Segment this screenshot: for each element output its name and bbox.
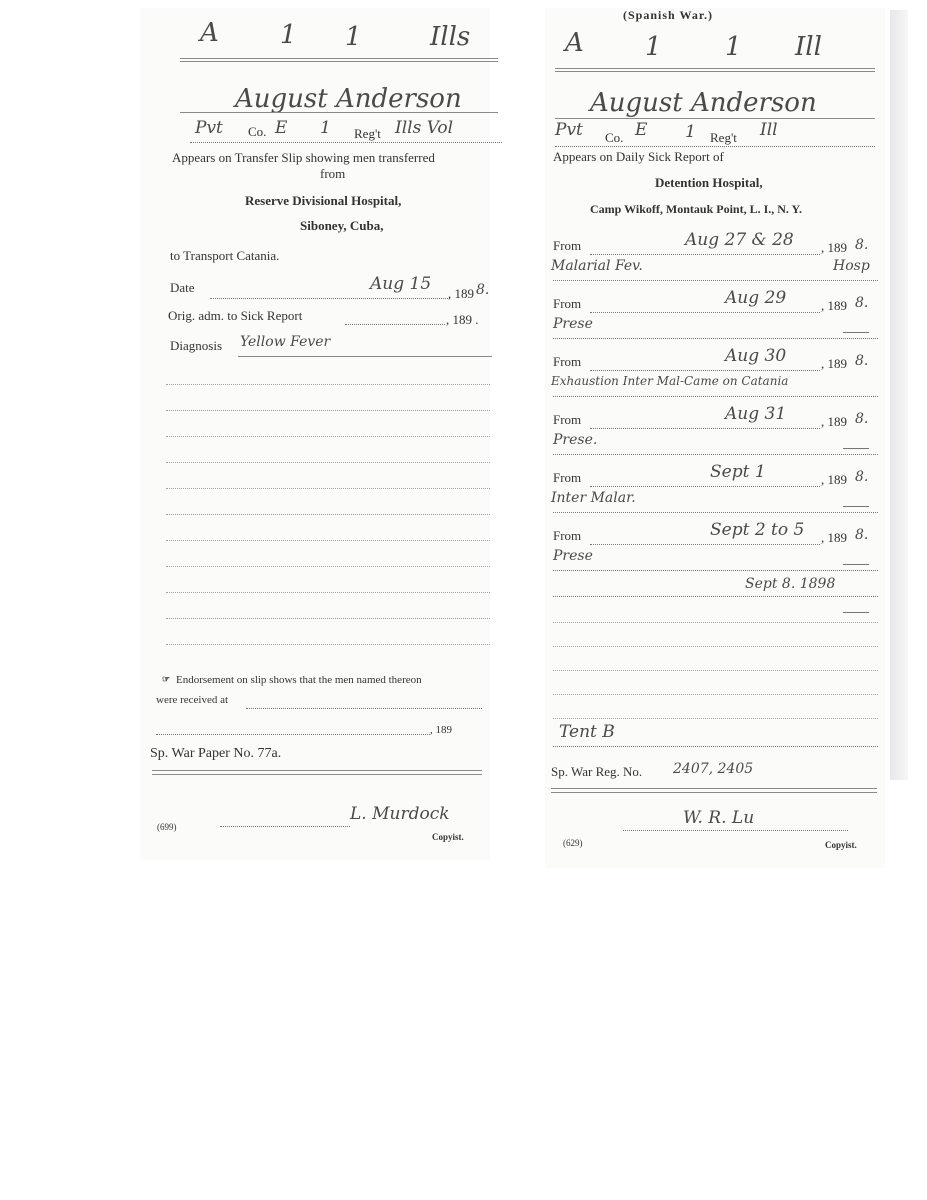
header-rule-2	[180, 61, 498, 62]
tent-hand: Tent B	[559, 722, 615, 742]
endorsement-line-1	[246, 708, 482, 709]
blank-line-3	[553, 670, 878, 671]
unit-letter-hand: A	[565, 28, 584, 58]
paper-number: Sp. War Paper No. 77a.	[150, 746, 282, 761]
blank-line-2	[166, 410, 490, 411]
regt-label: Reg't	[354, 126, 381, 141]
entry-note-hand: Prese.	[553, 432, 598, 448]
entry-year-print: , 189	[821, 472, 847, 487]
copyist-label: Copyist.	[432, 832, 464, 842]
entry-year-print: , 189	[821, 356, 847, 371]
note-line	[553, 280, 878, 281]
blank-line-2	[553, 646, 878, 647]
rank-line	[190, 142, 502, 143]
regt-label: Reg't	[710, 130, 737, 145]
entry-note-hand: Malarial Fev.	[551, 258, 643, 274]
co-label: Co.	[248, 124, 267, 139]
dash-mark	[843, 448, 869, 449]
from-line	[590, 254, 820, 255]
blank-line-9	[166, 592, 490, 593]
endorsement-year: , 189	[430, 724, 452, 736]
page-edge-shadow	[890, 10, 908, 780]
endorsement-text: Endorsement on slip shows that the men named thereon	[176, 674, 422, 686]
note-line	[553, 570, 878, 571]
war-label: (Spanish War.)	[623, 8, 714, 22]
entry-note-hand: Inter Malar.	[551, 490, 636, 506]
rank-hand: Pvt	[195, 118, 223, 138]
regt-hand: Ills Vol	[395, 118, 454, 138]
dash-mark	[843, 332, 869, 333]
daily-sick-report-card	[545, 8, 885, 868]
from-label: From	[553, 354, 582, 369]
blank-line-1	[553, 622, 878, 623]
appears-from: from	[320, 166, 346, 181]
note-line	[553, 454, 878, 455]
blank-line-5	[166, 488, 490, 489]
to-transport: to Transport Catania.	[170, 248, 280, 263]
header-rule	[555, 68, 875, 69]
entry-note-hand: Exhaustion Inter Mal-Came on Catania	[551, 374, 789, 388]
entry-date-hand: Aug 30	[725, 346, 787, 366]
rank-line	[555, 146, 875, 147]
diagnosis-hand: Yellow Fever	[240, 334, 331, 350]
unit-num2-hand: 1	[345, 22, 362, 52]
entry-year-hand: 8.	[855, 295, 869, 311]
orig-adm-line	[345, 324, 445, 325]
entry-year-hand: 8.	[855, 353, 869, 369]
hospital-place: Siboney, Cuba,	[300, 218, 384, 233]
copyist-line	[220, 826, 350, 827]
footer-rule-1	[551, 788, 877, 789]
footer-rule-2	[152, 774, 482, 775]
blank-line-6	[166, 514, 490, 515]
entry-date-hand: Sept 1	[710, 462, 766, 482]
blank-line-10	[166, 618, 490, 619]
blank-line-11	[166, 644, 490, 645]
unit-letter-hand: A	[200, 18, 219, 48]
unit-state-hand: Ills	[430, 22, 471, 52]
from-line	[590, 544, 820, 545]
from-label: From	[553, 470, 582, 485]
note-line	[553, 512, 878, 513]
from-line	[590, 370, 820, 371]
from-line	[590, 486, 820, 487]
date-label: Date	[170, 280, 195, 295]
copyist-line	[623, 830, 848, 831]
rank-hand: Pvt	[555, 120, 583, 140]
co-hand: E	[635, 120, 648, 140]
endorsement-received: were received at	[156, 694, 229, 706]
note-line	[553, 396, 878, 397]
appears-text: Appears on Daily Sick Report of	[553, 149, 724, 164]
last-date-line	[553, 596, 878, 597]
appears-text: Appears on Transfer Slip showing men transferred	[172, 150, 435, 165]
reg-no-hand: 2407, 2405	[673, 761, 754, 777]
blank-line-5	[553, 718, 878, 719]
entry-year-print: , 189	[821, 414, 847, 429]
regt-hand: Ill	[760, 120, 778, 140]
header-rule	[180, 58, 498, 59]
orig-adm-label: Orig. adm. to Sick Report	[168, 308, 303, 323]
reg-no-label: Sp. War Reg. No.	[551, 764, 643, 779]
soldier-name-hand: August Anderson	[235, 84, 462, 114]
from-label: From	[553, 528, 582, 543]
copyist-signature-hand: L. Murdock	[350, 804, 450, 824]
pointing-hand-icon: ☞	[162, 674, 171, 684]
unit-num2-hand: 1	[725, 32, 742, 62]
unit-state-hand: Ill	[795, 32, 822, 62]
dash-mark	[843, 506, 869, 507]
blank-line-7	[166, 540, 490, 541]
entry-note-hand: Prese	[553, 548, 593, 564]
diagnosis-label: Diagnosis	[170, 338, 222, 353]
diagnosis-line	[238, 356, 492, 357]
blank-line-4	[166, 462, 490, 463]
form-number: (629)	[563, 838, 583, 848]
from-line	[590, 428, 820, 429]
note-line	[553, 338, 878, 339]
copyist-label: Copyist.	[825, 840, 857, 850]
last-date-hand: Sept 8. 1898	[745, 576, 836, 592]
from-label: From	[553, 238, 582, 253]
form-number: (699)	[157, 822, 177, 832]
date-year-print: , 189	[448, 286, 474, 301]
date-year-hand: 8.	[476, 282, 490, 298]
date-hand: Aug 15	[370, 274, 432, 294]
from-label: From	[553, 296, 582, 311]
entry-year-hand: 8.	[855, 237, 869, 253]
entry-year-hand: 8.	[855, 469, 869, 485]
name-rule	[555, 118, 875, 119]
name-rule	[180, 112, 498, 113]
hospital-name: Reserve Divisional Hospital,	[245, 193, 402, 208]
entry-year-print: , 189	[821, 298, 847, 313]
from-line	[590, 312, 820, 313]
entry-date-hand: Aug 29	[725, 288, 787, 308]
endorsement-line-2	[156, 734, 430, 735]
header-rule-2	[555, 71, 875, 72]
entry-note-hand: Prese	[553, 316, 593, 332]
hospital-name: Detention Hospital,	[655, 175, 763, 190]
unit-num1-hand: 1	[280, 20, 297, 50]
regiment-num-hand: 1	[685, 122, 696, 142]
entry-year-print: , 189	[821, 530, 847, 545]
regiment-num-hand: 1	[320, 118, 331, 138]
soldier-name-hand: August Anderson	[590, 88, 817, 118]
blank-line-3	[166, 436, 490, 437]
from-label: From	[553, 412, 582, 427]
entry-year-hand: 8.	[855, 527, 869, 543]
hospital-place: Camp Wikoff, Montauk Point, L. I., N. Y.	[590, 202, 803, 216]
entry-date-hand: Aug 31	[725, 404, 787, 424]
unit-num1-hand: 1	[645, 32, 662, 62]
entry-year-print: , 189	[821, 240, 847, 255]
footer-rule-2	[551, 792, 877, 793]
blank-line-4	[553, 694, 878, 695]
entry-note-right-hand: Hosp	[833, 258, 870, 274]
co-hand: E	[275, 118, 288, 138]
copyist-signature-hand: W. R. Lu	[683, 808, 755, 828]
blank-line-8	[166, 566, 490, 567]
blank-line-1	[166, 384, 490, 385]
transfer-slip-card	[140, 8, 490, 860]
entry-date-hand: Sept 2 to 5	[710, 520, 805, 540]
date-line	[210, 298, 450, 299]
dash-mark	[843, 612, 869, 613]
entry-date-hand: Aug 27 & 28	[685, 230, 794, 250]
dash-mark	[843, 564, 869, 565]
entry-year-hand: 8.	[855, 411, 869, 427]
co-label: Co.	[605, 130, 624, 145]
tent-line	[553, 746, 878, 747]
footer-rule-1	[152, 770, 482, 771]
orig-adm-year: , 189 .	[446, 312, 479, 327]
